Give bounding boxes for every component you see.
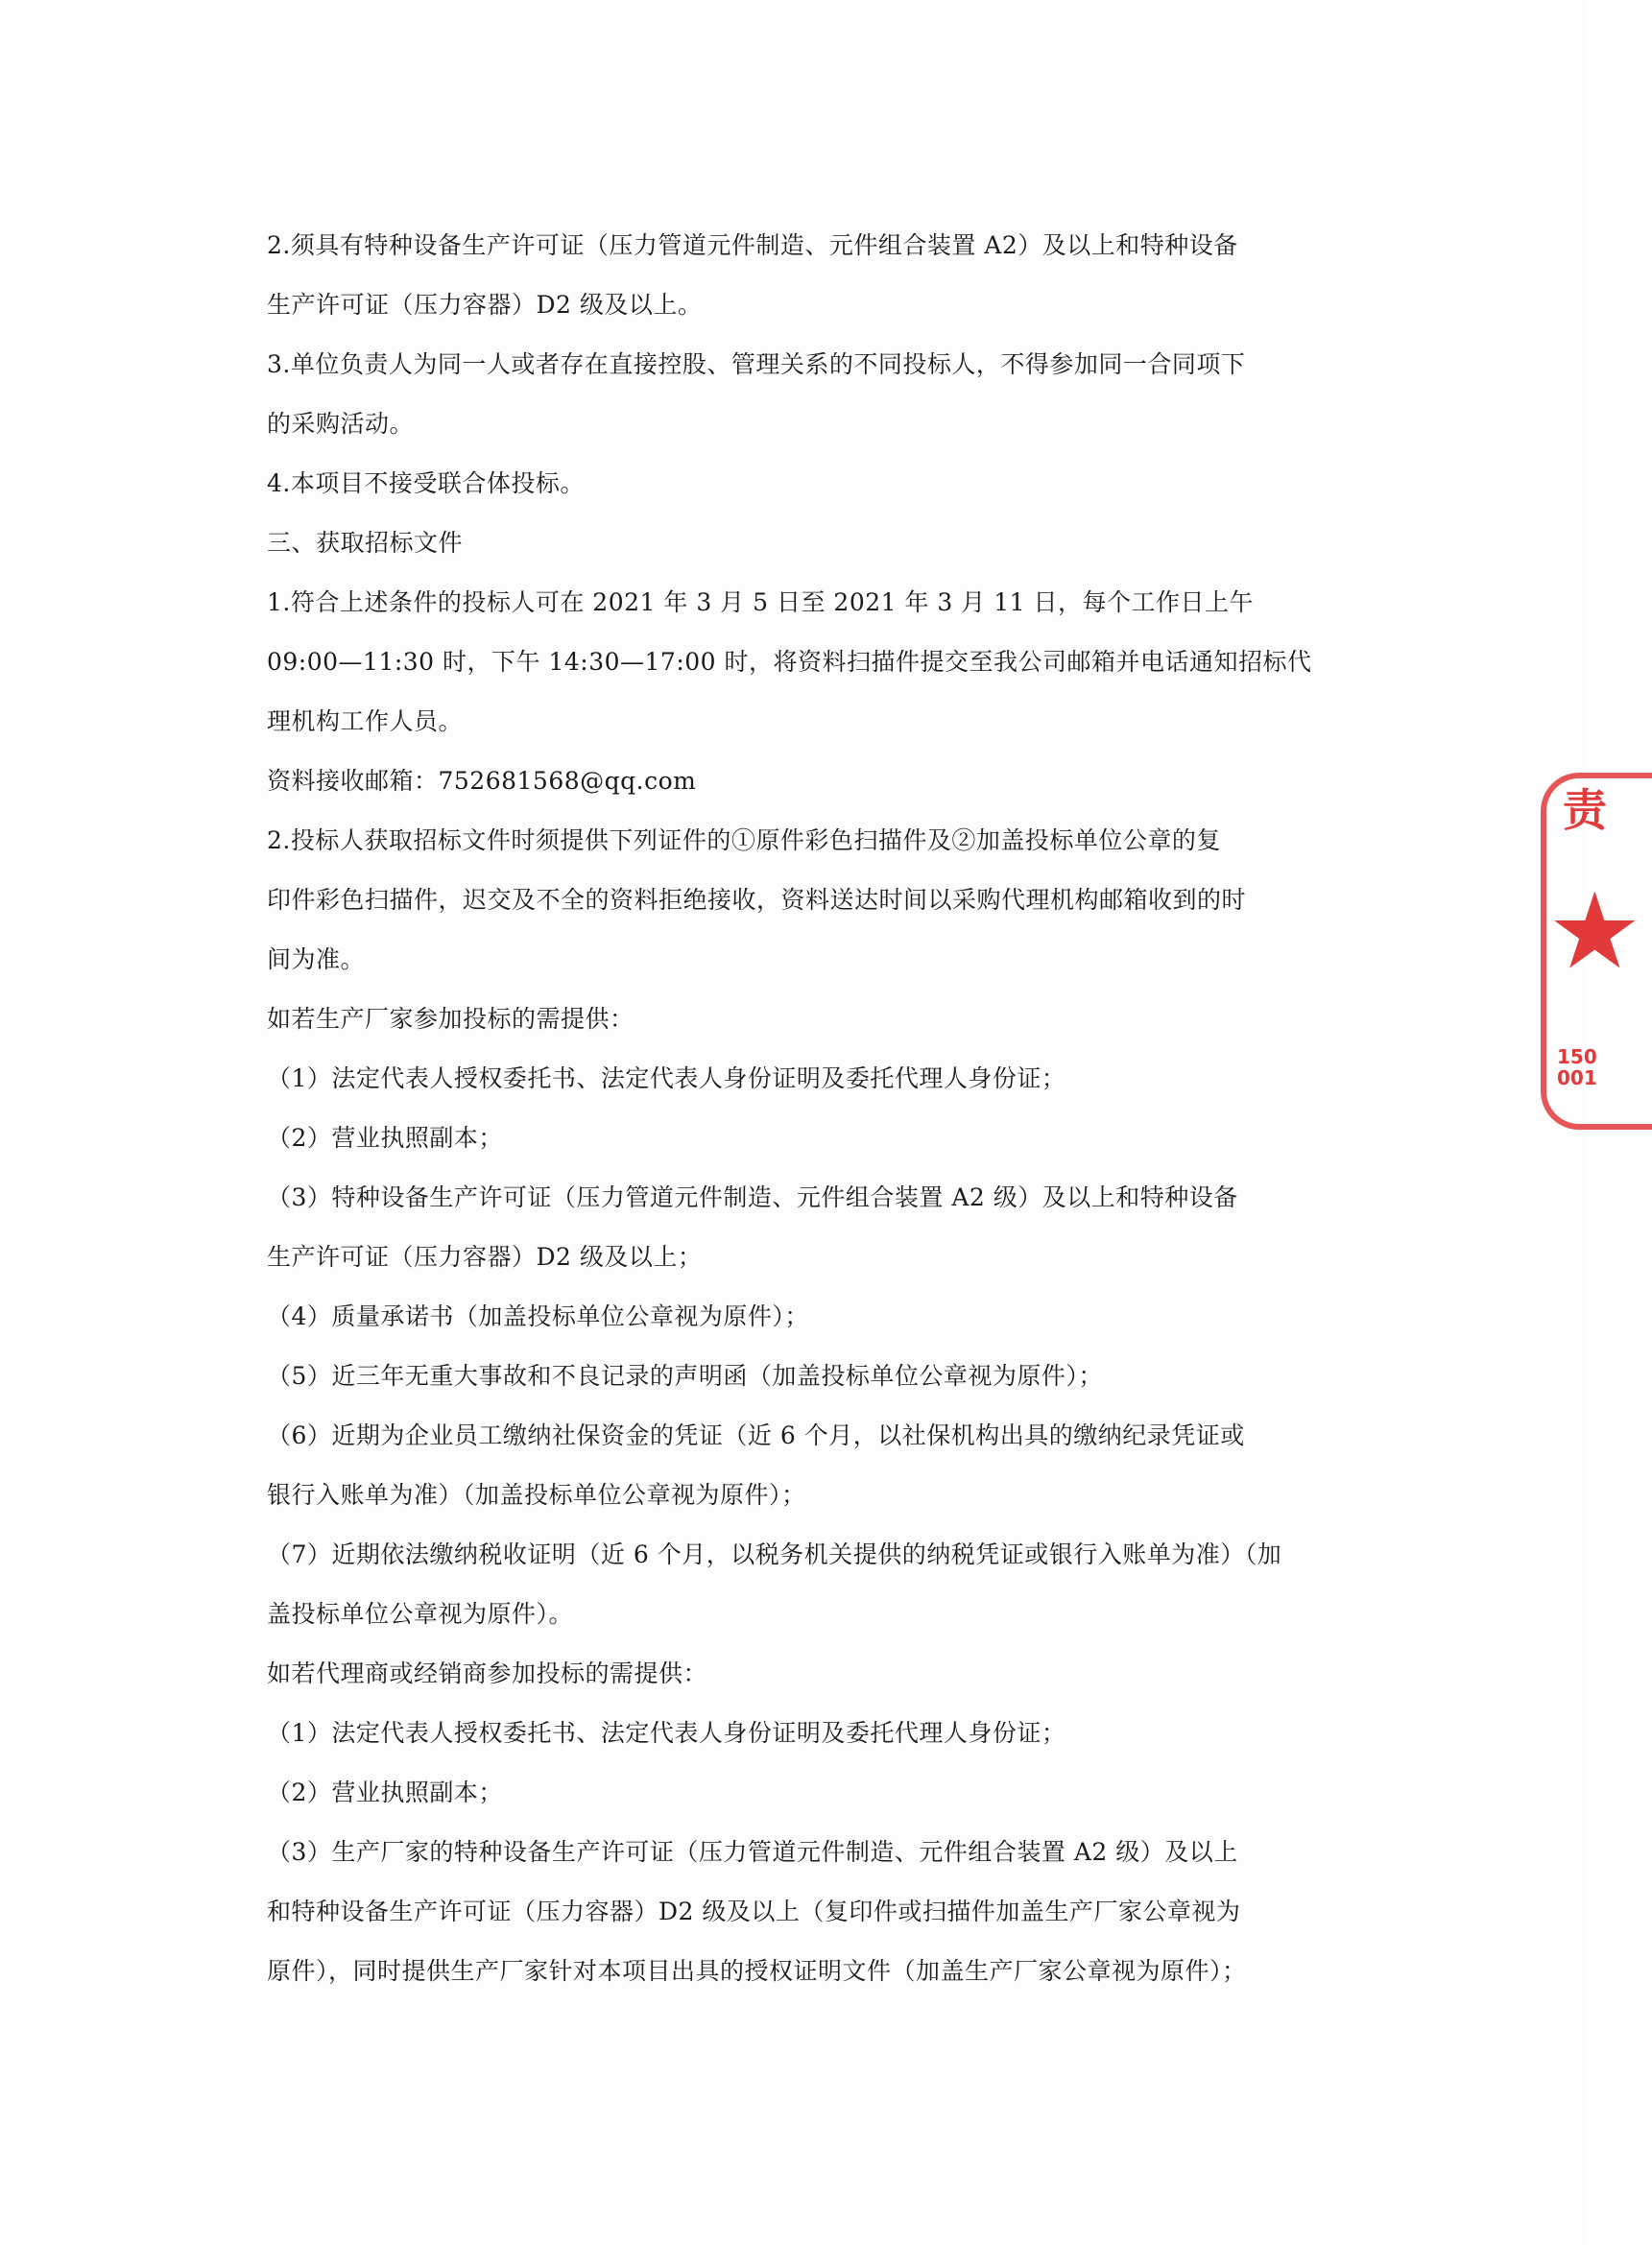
list-item: （7）近期依法缴纳税收证明（近 6 个月，以税务机关提供的纳税凭证或银行入账单为准）（加: [267, 1540, 1282, 1568]
text-line: 理机构工作人员。: [267, 707, 464, 735]
text-line: 间为准。: [267, 945, 366, 973]
section-heading: 三、获取招标文件: [267, 529, 464, 557]
list-item: 生产许可证（压力容器）D2 级及以上；: [267, 1243, 703, 1271]
seal-star-icon: ★: [1547, 870, 1642, 992]
seal-number-line-2: 001: [1557, 1066, 1597, 1089]
text-line: 3.单位负责人为同一人或者存在直接控股、管理关系的不同投标人，不得参加同一合同项下: [267, 350, 1246, 378]
list-item: （3）特种设备生产许可证（压力管道元件制造、元件组合装置 A2 级）及以上和特种设备: [267, 1183, 1238, 1211]
email-line: 资料接收邮箱：752681568@qq.com: [267, 767, 697, 795]
seal-character: 责: [1563, 784, 1607, 836]
text-line: 生产许可证（压力容器）D2 级及以上。: [267, 291, 703, 319]
seal-number-line-1: 150: [1557, 1045, 1597, 1068]
text-line: 如若生产厂家参加投标的需提供：: [267, 1005, 634, 1033]
list-item: （1）法定代表人授权委托书、法定代表人身份证明及委托代理人身份证；: [267, 1064, 1066, 1092]
list-item: （2）营业执照副本；: [267, 1779, 503, 1806]
text-line: 如若代理商或经销商参加投标的需提供：: [267, 1660, 708, 1687]
document-body: [267, 216, 1323, 2001]
text-line: 的采购活动。: [267, 410, 415, 438]
list-item: 盖投标单位公章视为原件）。: [267, 1600, 574, 1628]
text-line: 4.本项目不接受联合体投标。: [267, 469, 585, 497]
list-item: （2）营业执照副本；: [267, 1124, 503, 1152]
list-item: （4）质量承诺书（加盖投标单位公章视为原件）；: [267, 1302, 809, 1330]
text-line: 2.投标人获取招标文件时须提供下列证件的①原件彩色扫描件及②加盖投标单位公章的复: [267, 826, 1221, 854]
list-item: （3）生产厂家的特种设备生产许可证（压力管道元件制造、元件组合装置 A2 级）及以上: [267, 1838, 1238, 1866]
list-item: 银行入账单为准）（加盖投标单位公章视为原件）；: [267, 1481, 806, 1509]
list-item: （5）近三年无重大事故和不良记录的声明函（加盖投标单位公章视为原件）；: [267, 1362, 1103, 1390]
seal-number: [1557, 1046, 1597, 1088]
list-item: （6）近期为企业员工缴纳社保资金的凭证（近 6 个月，以社保机构出具的缴纳纪录凭证或: [267, 1421, 1245, 1449]
text-line: 印件彩色扫描件，迟交及不全的资料拒绝接收，资料送达时间以采购代理机构邮箱收到的时: [267, 886, 1247, 914]
text-line: 2.须具有特种设备生产许可证（压力管道元件制造、元件组合装置 A2）及以上和特种设备: [267, 231, 1238, 259]
list-item: 原件），同时提供生产厂家针对本项目出具的授权证明文件（加盖生产厂家公章视为原件）；: [267, 1957, 1247, 1985]
list-item: 和特种设备生产许可证（压力容器）D2 级及以上（复印件或扫描件加盖生产厂家公章视为: [267, 1898, 1241, 1925]
text-line: 1.符合上述条件的投标人可在 2021 年 3 月 5 日至 2021 年 3 月 11 日，每个工作日上午: [267, 588, 1254, 616]
text-line: 09:00—11:30 时，下午 14:30—17:00 时，将资料扫描件提交至我公司邮箱并电话通知招标代: [267, 648, 1312, 676]
list-item: （1）法定代表人授权委托书、法定代表人身份证明及委托代理人身份证；: [267, 1719, 1066, 1747]
